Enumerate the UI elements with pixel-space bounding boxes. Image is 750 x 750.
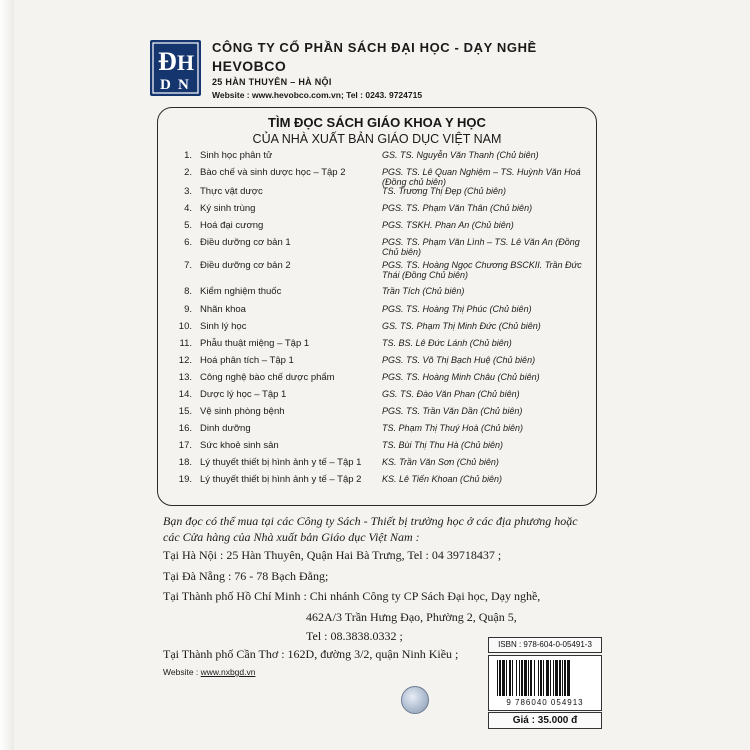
barcode: [488, 655, 602, 711]
item-number: 13.: [178, 372, 192, 383]
barcode-bars-icon: [495, 660, 597, 698]
book-author: GS. TS. Phạm Thị Minh Đức (Chủ biên): [382, 321, 541, 331]
item-number: 2.: [184, 167, 192, 178]
purchase-note-line-1: Bạn đọc có thể mua tại các Công ty Sách - Thiết bị trường học ở các địa phương hoặc: [163, 514, 578, 528]
book-title: Sinh lý học: [200, 321, 247, 332]
svg-text:H: H: [177, 50, 195, 75]
book-title: Điều dưỡng cơ bản 2: [200, 260, 291, 271]
item-number: 19.: [178, 474, 192, 485]
store-hanoi: Tại Hà Nội : 25 Hàn Thuyên, Quận Hai Bà Trưng, Tel : 04 39718437 ;: [163, 548, 502, 562]
nxbgd-website: [163, 667, 255, 677]
item-number: 14.: [178, 389, 192, 400]
item-number: 15.: [178, 406, 192, 417]
book-title: Phẫu thuật miệng – Tập 1: [200, 338, 310, 349]
hevobco-logo-icon: [150, 40, 201, 96]
book-author: TS. BS. Lê Đức Lánh (Chủ biên): [382, 338, 512, 348]
book-title: Lý thuyết thiết bị hình ảnh y tế – Tập 1: [200, 457, 362, 468]
isbn-label: ISBN : 978-604-0-05491-3: [488, 637, 602, 653]
company-address: 25 HÀN THUYÊN – HÀ NỘI: [212, 77, 332, 87]
svg-text:D: D: [160, 77, 171, 93]
book-title: Bào chế và sinh dược học – Tập 2: [200, 167, 346, 178]
book-author: KS. Trần Văn Sơn (Chủ biên): [382, 457, 499, 467]
item-number: 4.: [184, 203, 192, 214]
book-author: PGS. TSKH. Phan An (Chủ biên): [382, 220, 514, 230]
book-title: Hoá phân tích – Tập 1: [200, 355, 294, 366]
book-title: Điều dưỡng cơ bản 1: [200, 237, 291, 248]
book-author: TS. Phạm Thị Thuý Hoà (Chủ biên): [382, 423, 524, 433]
company-website-tel: Website : www.hevobco.com.vn; Tel : 0243. 9724715: [212, 90, 423, 100]
book-title: Vệ sinh phòng bệnh: [200, 406, 285, 417]
book-author: PGS. TS. Lê Quan Nghiệm – TS. Huỳnh Văn Hoá (Đồng chủ biên): [382, 167, 581, 187]
page-edge-shadow: [0, 0, 14, 750]
price-label: Giá : 35.000 đ: [488, 712, 602, 729]
item-number: 16.: [178, 423, 192, 434]
company-name: CÔNG TY CỔ PHẦN SÁCH ĐẠI HỌC - DẠY NGHỀ: [212, 40, 537, 55]
store-danang: Tại Đà Nẵng : 76 - 78 Bạch Đằng;: [163, 569, 329, 583]
book-title: Sinh học phân tử: [200, 150, 273, 161]
book-author: PGS. TS. Phạm Văn Thân (Chủ biên): [382, 203, 533, 213]
barcode-digits: 9 786040 054913: [506, 698, 584, 707]
book-title: Dinh dưỡng: [200, 423, 251, 434]
book-author: PGS. TS. Võ Thị Bạch Huệ (Chủ biên): [382, 355, 536, 365]
item-number: 3.: [184, 186, 192, 197]
book-title: Nhãn khoa: [200, 304, 246, 315]
book-title: Thực vật dược: [200, 186, 263, 197]
item-number: 6.: [184, 237, 192, 248]
list-title: TÌM ĐỌC SÁCH GIÁO KHOA Y HỌC: [268, 115, 486, 130]
store-hcm-line-3: Tel : 08.3838.0332 ;: [306, 629, 403, 643]
book-title: Ký sinh trùng: [200, 203, 256, 214]
item-number: 11.: [179, 338, 192, 349]
store-hcm-line-2: 462A/3 Trần Hưng Đạo, Phường 2, Quận 5,: [306, 610, 517, 624]
store-hcm-line-1: Tại Thành phố Hồ Chí Minh : Chi nhánh Công ty CP Sách Đại học, Dạy nghề,: [163, 589, 541, 603]
book-title: Lý thuyết thiết bị hình ảnh y tế – Tập 2: [200, 474, 362, 485]
book-list: [172, 150, 587, 500]
item-number: 5.: [184, 220, 192, 231]
list-subtitle: CỦA NHÀ XUẤT BẢN GIÁO DỤC VIỆT NAM: [252, 132, 502, 146]
book-title: Sức khoẻ sinh sản: [200, 440, 279, 451]
website-link[interactable]: www.nxbgd.vn: [200, 667, 256, 677]
book-title: Kiểm nghiệm thuốc: [200, 286, 282, 297]
store-cantho: Tại Thành phố Cần Thơ : 162D, đường 3/2, quận Ninh Kiều ;: [163, 647, 459, 661]
item-number: 10.: [178, 321, 192, 332]
item-number: 18.: [178, 457, 192, 468]
medical-textbook-list: [157, 107, 597, 506]
website-label: Website :: [163, 667, 199, 677]
item-number: 8.: [184, 286, 192, 297]
book-title: Hoá đại cương: [200, 220, 264, 231]
book-author: PGS. TS. Hoàng Minh Châu (Chủ biên): [382, 372, 540, 382]
item-number: 1.: [184, 150, 192, 161]
book-author: GS. TS. Đào Văn Phan (Chủ biên): [382, 389, 520, 399]
book-author: PGS. TS. Hoàng Ngọc Chương BSCKII. Trần Đức Thái (Đồng Chủ biên): [382, 260, 582, 280]
book-title: Dược lý học – Tập 1: [200, 389, 287, 400]
brand-name: HEVOBCO: [212, 58, 287, 74]
book-author: GS. TS. Nguyễn Văn Thanh (Chủ biên): [382, 150, 539, 160]
book-author: PGS. TS. Trần Văn Dần (Chủ biên): [382, 406, 523, 416]
hologram-seal-icon: [401, 686, 429, 714]
svg-text:Đ: Đ: [158, 47, 177, 76]
book-author: KS. Lê Tiến Khoan (Chủ biên): [382, 474, 502, 484]
item-number: 7.: [184, 260, 192, 271]
item-number: 9.: [184, 304, 192, 315]
svg-text:N: N: [178, 77, 189, 93]
item-number: 17.: [178, 440, 192, 451]
book-author: TS. Bùi Thị Thu Hà (Chủ biên): [382, 440, 504, 450]
book-author: PGS. TS. Hoàng Thị Phúc (Chủ biên): [382, 304, 532, 314]
purchase-note-line-2: các Cửa hàng của Nhà xuất bản Giáo dục Việt Nam :: [163, 530, 420, 544]
book-author: PGS. TS. Phạm Văn Lình – TS. Lê Văn An (Đồng Chủ biên): [382, 237, 580, 257]
item-number: 12.: [178, 355, 192, 366]
book-title: Công nghệ bào chế dược phẩm: [200, 372, 335, 383]
book-author: TS. Trương Thị Đẹp (Chủ biên): [382, 186, 507, 196]
publisher-header: [212, 40, 537, 100]
book-author: Trần Tích (Chủ biên): [382, 286, 465, 296]
